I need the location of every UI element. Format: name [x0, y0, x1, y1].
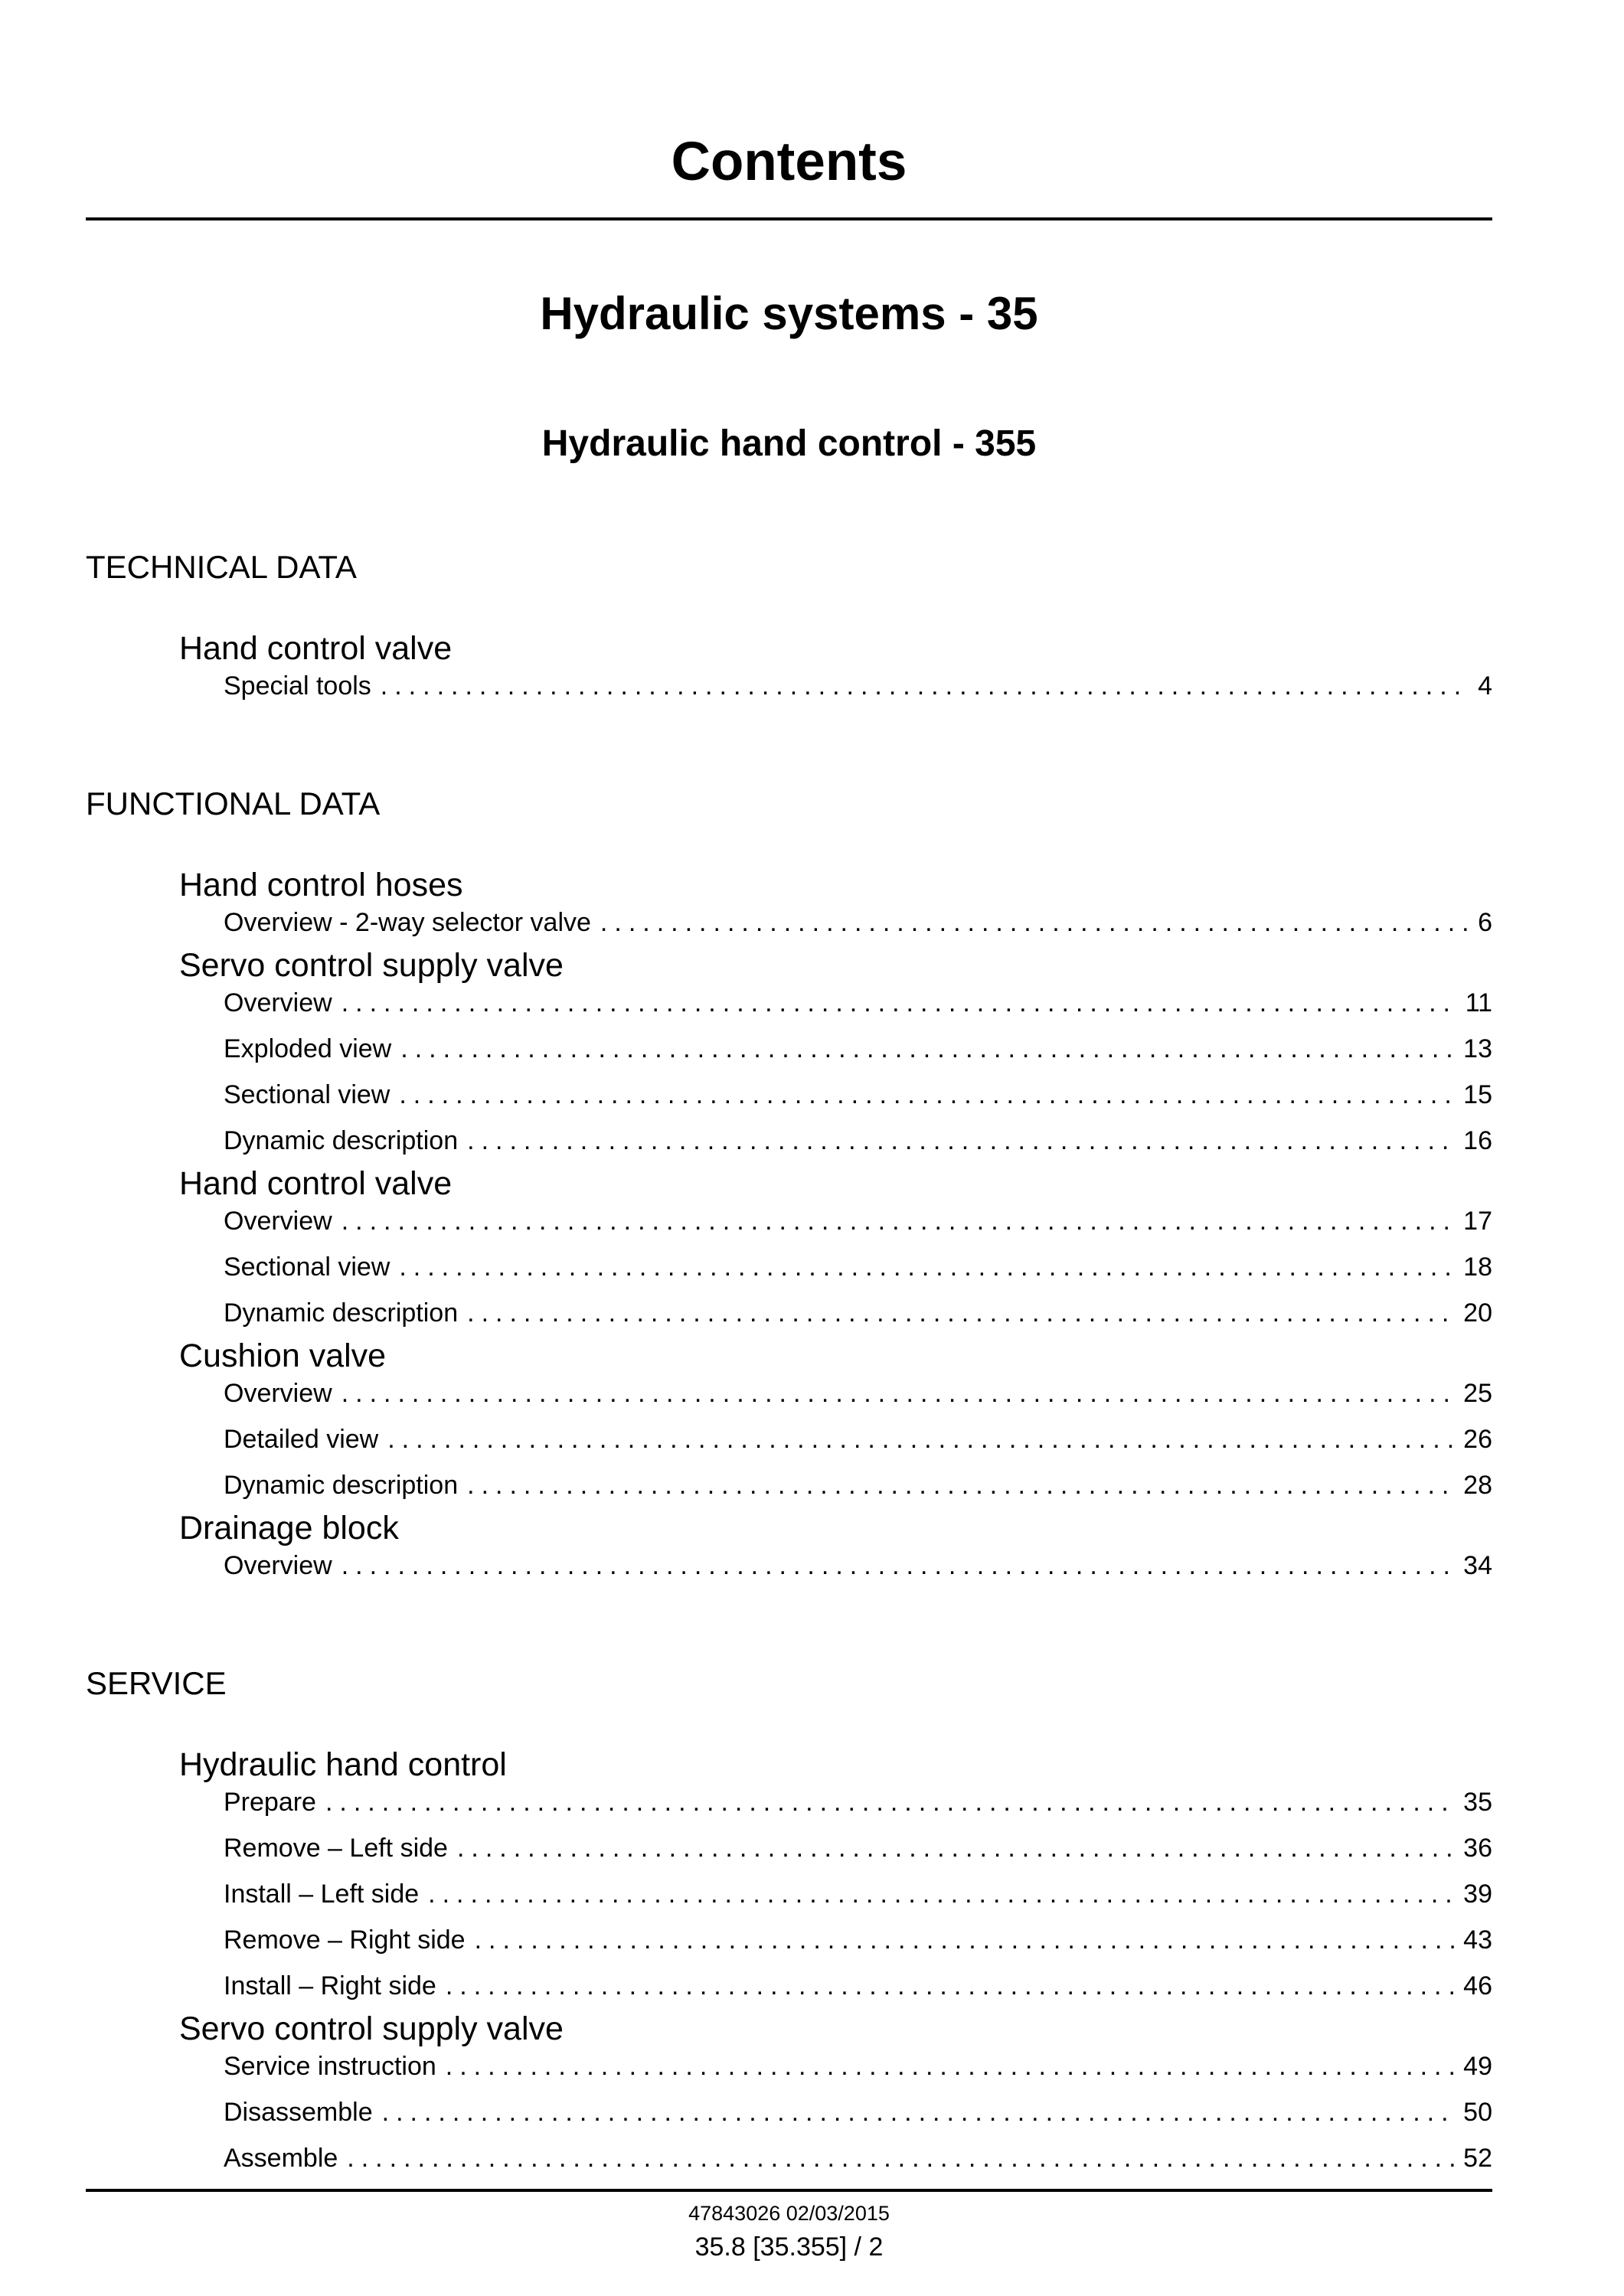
- dot-leader: [381, 673, 1470, 699]
- dot-leader: [600, 910, 1470, 936]
- subsystem-title: Hydraulic hand control - 355: [541, 423, 1037, 464]
- toc-entry-label: Overview: [224, 1379, 332, 1408]
- toc-entry-page: 13: [1463, 1034, 1492, 1063]
- toc-entry-page: 34: [1463, 1551, 1492, 1580]
- toc-entry[interactable]: [224, 1208, 1492, 1234]
- toc-entry-page: 6: [1478, 908, 1492, 937]
- footer-document-code: 47843026 02/03/2015: [688, 2202, 890, 2225]
- dot-leader: [446, 2053, 1456, 2079]
- group-heading: Hand control valve: [179, 630, 453, 667]
- toc-entry-label: Overview: [224, 1551, 332, 1580]
- toc-entry-page: 50: [1463, 2098, 1492, 2127]
- toc-entry-label: Detailed view: [224, 1425, 379, 1454]
- dot-leader: [467, 1300, 1456, 1326]
- toc-group: [179, 1746, 1492, 2000]
- dot-leader: [387, 1426, 1456, 1452]
- toc-entry[interactable]: [224, 1835, 1492, 1861]
- toc-entry-label: Dynamic description: [224, 1298, 459, 1328]
- dot-leader: [341, 1208, 1456, 1234]
- toc-group: [179, 632, 1492, 699]
- dot-leader: [467, 1128, 1456, 1154]
- toc-entry-page: 52: [1463, 2144, 1492, 2173]
- toc-entry[interactable]: [224, 1426, 1492, 1452]
- toc-group: [179, 1512, 1492, 1579]
- table-of-contents: [86, 551, 1492, 2171]
- dot-leader: [341, 1380, 1456, 1406]
- section-heading: TECHNICAL DATA: [86, 549, 357, 585]
- toc-entry[interactable]: [224, 1973, 1492, 1999]
- toc-entry-page: 16: [1463, 1126, 1492, 1155]
- toc-entry-page: 43: [1463, 1925, 1492, 1955]
- toc-entry[interactable]: [224, 990, 1492, 1016]
- toc-entry-label: Remove – Right side: [224, 1925, 466, 1955]
- group-heading: Drainage block: [179, 1510, 399, 1546]
- toc-entry[interactable]: [224, 1300, 1492, 1326]
- toc-entry-page: 36: [1463, 1834, 1492, 1863]
- toc-entry-label: Dynamic description: [224, 1471, 459, 1500]
- toc-entry-label: Install – Right side: [224, 1971, 436, 2000]
- toc-group: [179, 869, 1492, 936]
- group-heading: Cushion valve: [179, 1337, 387, 1374]
- toc-entry[interactable]: [224, 673, 1492, 699]
- toc-entry[interactable]: [224, 1553, 1492, 1579]
- toc-entry[interactable]: [224, 1881, 1492, 1907]
- dot-leader: [341, 1553, 1456, 1579]
- section-heading: SERVICE: [86, 1665, 227, 1701]
- group-heading: Servo control supply valve: [179, 2010, 564, 2047]
- toc-entry-page: 20: [1463, 1298, 1492, 1328]
- toc-entry[interactable]: [224, 1380, 1492, 1406]
- toc-entry-label: Remove – Left side: [224, 1834, 448, 1863]
- dot-leader: [475, 1927, 1456, 1953]
- toc-entry-page: 17: [1463, 1207, 1492, 1236]
- dot-leader: [382, 2099, 1456, 2125]
- toc-entry[interactable]: [224, 2099, 1492, 2125]
- toc-entry-label: Assemble: [224, 2144, 338, 2173]
- toc-entry-label: Service instruction: [224, 2052, 436, 2081]
- toc-entry-label: Install – Left side: [224, 1880, 420, 1909]
- toc-entry[interactable]: [224, 1128, 1492, 1154]
- toc-entry-label: Disassemble: [224, 2098, 373, 2127]
- toc-entry-page: 26: [1463, 1425, 1492, 1454]
- toc-entry-page: 49: [1463, 2052, 1492, 2081]
- toc-entry[interactable]: [224, 910, 1492, 936]
- footer-rule: [86, 2189, 1492, 2192]
- footer-page-number: 35.8 [35.355] / 2: [694, 2232, 884, 2262]
- toc-entry[interactable]: [224, 1927, 1492, 1953]
- toc-entry-label: Exploded view: [224, 1034, 392, 1063]
- toc-entry-page: 11: [1465, 988, 1492, 1017]
- toc-group: [179, 2010, 1492, 2173]
- toc-group: [179, 1165, 1492, 1328]
- toc-entry-label: Overview: [224, 988, 332, 1017]
- toc-entry[interactable]: [224, 1789, 1492, 1815]
- toc-entry-label: Sectional view: [224, 1080, 390, 1109]
- dot-leader: [457, 1835, 1456, 1861]
- dot-leader: [467, 1472, 1456, 1498]
- dot-leader: [347, 2145, 1456, 2171]
- system-title: Hydraulic systems - 35: [540, 288, 1038, 339]
- toc-entry-page: 46: [1463, 1971, 1492, 2000]
- toc-entry-label: Prepare: [224, 1788, 316, 1817]
- toc-entry-page: 25: [1463, 1379, 1492, 1408]
- toc-entry-page: 15: [1463, 1080, 1492, 1109]
- dot-leader: [428, 1881, 1456, 1907]
- page-title: Contents: [671, 132, 907, 192]
- group-heading: Servo control supply valve: [179, 947, 564, 984]
- dot-leader: [341, 990, 1458, 1016]
- toc-entry[interactable]: [224, 1254, 1492, 1280]
- group-heading: Hand control hoses: [179, 867, 463, 903]
- toc-entry-page: 18: [1463, 1253, 1492, 1282]
- toc-entry-label: Sectional view: [224, 1253, 390, 1282]
- toc-entry[interactable]: [224, 1036, 1492, 1062]
- toc-entry[interactable]: [224, 2145, 1492, 2171]
- toc-entry-page: 28: [1463, 1471, 1492, 1500]
- header-rule: [86, 217, 1492, 220]
- toc-group: [179, 949, 1492, 1154]
- group-heading: Hand control valve: [179, 1165, 453, 1202]
- toc-entry-page: 39: [1463, 1880, 1492, 1909]
- dot-leader: [325, 1789, 1456, 1815]
- group-heading: Hydraulic hand control: [179, 1746, 507, 1783]
- toc-entry-label: Special tools: [224, 671, 371, 701]
- toc-entry-page: 35: [1463, 1788, 1492, 1817]
- toc-entry-label: Overview: [224, 1207, 332, 1236]
- dot-leader: [400, 1036, 1456, 1062]
- toc-entry[interactable]: [224, 1082, 1492, 1108]
- toc-entry[interactable]: [224, 1472, 1492, 1498]
- toc-entry[interactable]: [224, 2053, 1492, 2079]
- toc-entry-label: Dynamic description: [224, 1126, 459, 1155]
- dot-leader: [399, 1082, 1456, 1108]
- section-heading: FUNCTIONAL DATA: [86, 785, 381, 821]
- dot-leader: [446, 1973, 1456, 1999]
- toc-entry-label: Overview - 2-way selector valve: [224, 908, 591, 937]
- toc-entry-page: 4: [1478, 671, 1492, 701]
- toc-group: [179, 1337, 1492, 1500]
- dot-leader: [399, 1254, 1456, 1280]
